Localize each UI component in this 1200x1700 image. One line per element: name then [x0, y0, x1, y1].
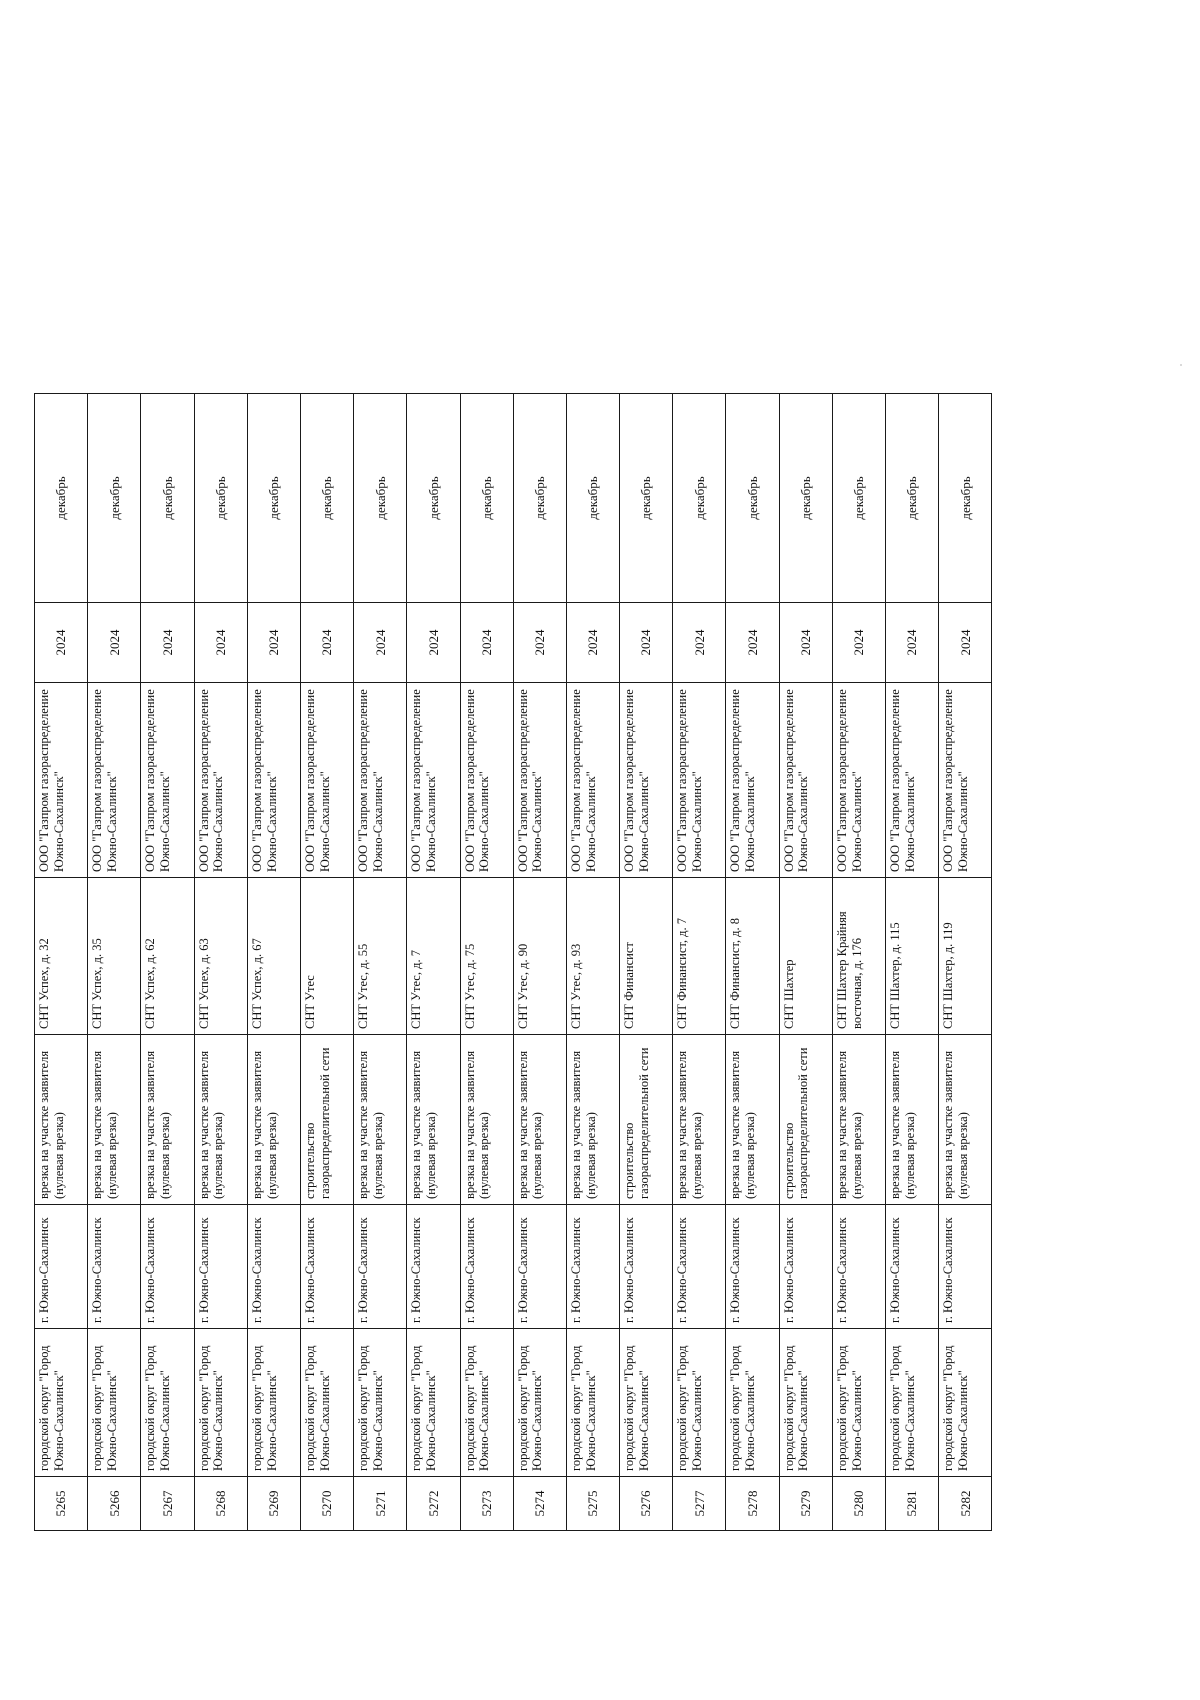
- table-row: [247, 394, 300, 1531]
- table-row: [779, 394, 832, 1531]
- city-cell: г. Южно-Сахалинск: [35, 1205, 88, 1329]
- organization-cell: ООО "Газпром газораспределение Южно-Сахалинск": [886, 683, 939, 878]
- month-cell: декабрь: [35, 394, 88, 603]
- district-cell: городской округ "Город Южно-Сахалинск": [88, 1329, 141, 1477]
- city-cell: г. Южно-Сахалинск: [194, 1205, 247, 1329]
- work-type-cell: врезка на участке заявителя (нулевая врезка): [513, 1035, 566, 1205]
- row-number-cell: 5279: [779, 1477, 832, 1531]
- month-cell: декабрь: [141, 394, 194, 603]
- table-row: [88, 394, 141, 1531]
- month-cell: декабрь: [354, 394, 407, 603]
- address-cell: СНТ Успех, д. 67: [247, 878, 300, 1035]
- organization-cell: ООО "Газпром газораспределение Южно-Сахалинск": [460, 683, 513, 878]
- work-type-cell: строительство газораспределительной сети: [779, 1035, 832, 1205]
- row-number-cell: 5276: [620, 1477, 673, 1531]
- address-cell: СНТ Шахтер, д. 119: [939, 878, 992, 1035]
- table-row: [141, 394, 194, 1531]
- month-cell: декабрь: [247, 394, 300, 603]
- district-cell: городской округ "Город Южно-Сахалинск": [354, 1329, 407, 1477]
- district-cell: городской округ "Город Южно-Сахалинск": [141, 1329, 194, 1477]
- district-cell: городской округ "Город Южно-Сахалинск": [247, 1329, 300, 1477]
- work-type-cell: врезка на участке заявителя (нулевая врезка): [460, 1035, 513, 1205]
- year-cell: 2024: [886, 603, 939, 683]
- work-type-cell: строительство газораспределительной сети: [620, 1035, 673, 1205]
- organization-cell: ООО "Газпром газораспределение Южно-Сахалинск": [779, 683, 832, 878]
- work-type-cell: врезка на участке заявителя (нулевая врезка): [88, 1035, 141, 1205]
- year-cell: 2024: [141, 603, 194, 683]
- work-type-cell: врезка на участке заявителя (нулевая врезка): [832, 1035, 885, 1205]
- month-cell: декабрь: [407, 394, 460, 603]
- district-cell: городской округ "Город Южно-Сахалинск": [779, 1329, 832, 1477]
- district-cell: городской округ "Город Южно-Сахалинск": [832, 1329, 885, 1477]
- city-cell: г. Южно-Сахалинск: [407, 1205, 460, 1329]
- table-row: [407, 394, 460, 1531]
- address-cell: СНТ Успех, д. 63: [194, 878, 247, 1035]
- address-cell: СНТ Шахтер, д. 115: [886, 878, 939, 1035]
- city-cell: г. Южно-Сахалинск: [939, 1205, 992, 1329]
- city-cell: г. Южно-Сахалинск: [620, 1205, 673, 1329]
- year-cell: 2024: [939, 603, 992, 683]
- year-cell: 2024: [247, 603, 300, 683]
- table-row: [726, 394, 779, 1531]
- month-cell: декабрь: [939, 394, 992, 603]
- month-cell: декабрь: [673, 394, 726, 603]
- table-row: [673, 394, 726, 1531]
- work-type-cell: врезка на участке заявителя (нулевая врезка): [194, 1035, 247, 1205]
- organization-cell: ООО "Газпром газораспределение Южно-Сахалинск": [407, 683, 460, 878]
- organization-cell: ООО "Газпром газораспределение Южно-Сахалинск": [354, 683, 407, 878]
- organization-cell: ООО "Газпром газораспределение Южно-Сахалинск": [939, 683, 992, 878]
- year-cell: 2024: [300, 603, 353, 683]
- work-type-cell: врезка на участке заявителя (нулевая врезка): [673, 1035, 726, 1205]
- row-number-cell: 5269: [247, 1477, 300, 1531]
- city-cell: г. Южно-Сахалинск: [247, 1205, 300, 1329]
- row-number-cell: 5273: [460, 1477, 513, 1531]
- row-number-cell: 5275: [566, 1477, 619, 1531]
- year-cell: 2024: [673, 603, 726, 683]
- city-cell: г. Южно-Сахалинск: [460, 1205, 513, 1329]
- year-cell: 2024: [513, 603, 566, 683]
- address-cell: СНТ Утес, д. 7: [407, 878, 460, 1035]
- year-cell: 2024: [832, 603, 885, 683]
- work-type-cell: врезка на участке заявителя (нулевая врезка): [141, 1035, 194, 1205]
- table-row: [939, 394, 992, 1531]
- address-cell: СНТ Финансист, д. 8: [726, 878, 779, 1035]
- table-row: [460, 394, 513, 1531]
- work-type-cell: врезка на участке заявителя (нулевая врезка): [247, 1035, 300, 1205]
- month-cell: декабрь: [460, 394, 513, 603]
- table-row: [35, 394, 88, 1531]
- gasification-schedule-table: [34, 393, 992, 1531]
- organization-cell: ООО "Газпром газораспределение Южно-Сахалинск": [566, 683, 619, 878]
- city-cell: г. Южно-Сахалинск: [886, 1205, 939, 1329]
- address-cell: СНТ Успех, д. 35: [88, 878, 141, 1035]
- organization-cell: ООО "Газпром газораспределение Южно-Сахалинск": [832, 683, 885, 878]
- row-number-cell: 5267: [141, 1477, 194, 1531]
- year-cell: 2024: [407, 603, 460, 683]
- district-cell: городской округ "Город Южно-Сахалинск": [673, 1329, 726, 1477]
- table-row: [513, 394, 566, 1531]
- row-number-cell: 5278: [726, 1477, 779, 1531]
- month-cell: декабрь: [194, 394, 247, 603]
- address-cell: СНТ Утес, д. 55: [354, 878, 407, 1035]
- row-number-cell: 5271: [354, 1477, 407, 1531]
- year-cell: 2024: [88, 603, 141, 683]
- organization-cell: ООО "Газпром газораспределение Южно-Сахалинск": [673, 683, 726, 878]
- work-type-cell: врезка на участке заявителя (нулевая врезка): [566, 1035, 619, 1205]
- month-cell: декабрь: [620, 394, 673, 603]
- year-cell: 2024: [194, 603, 247, 683]
- month-cell: декабрь: [886, 394, 939, 603]
- table-row: [566, 394, 619, 1531]
- work-type-cell: врезка на участке заявителя (нулевая врезка): [886, 1035, 939, 1205]
- month-cell: декабрь: [513, 394, 566, 603]
- row-number-cell: 5277: [673, 1477, 726, 1531]
- address-cell: СНТ Шахтер: [779, 878, 832, 1035]
- district-cell: городской округ "Город Южно-Сахалинск": [194, 1329, 247, 1477]
- month-cell: декабрь: [832, 394, 885, 603]
- organization-cell: ООО "Газпром газораспределение Южно-Сахалинск": [141, 683, 194, 878]
- organization-cell: ООО "Газпром газораспределение Южно-Сахалинск": [300, 683, 353, 878]
- district-cell: городской округ "Город Южно-Сахалинск": [460, 1329, 513, 1477]
- district-cell: городской округ "Город Южно-Сахалинск": [513, 1329, 566, 1477]
- row-number-cell: 5281: [886, 1477, 939, 1531]
- district-cell: городской округ "Город Южно-Сахалинск": [300, 1329, 353, 1477]
- address-cell: СНТ Утес, д. 93: [566, 878, 619, 1035]
- organization-cell: ООО "Газпром газораспределение Южно-Сахалинск": [88, 683, 141, 878]
- year-cell: 2024: [354, 603, 407, 683]
- table-row: [194, 394, 247, 1531]
- city-cell: г. Южно-Сахалинск: [673, 1205, 726, 1329]
- city-cell: г. Южно-Сахалинск: [88, 1205, 141, 1329]
- address-cell: СНТ Шахтер Крайняя восточная, д. 176: [832, 878, 885, 1035]
- organization-cell: ООО "Газпром газораспределение Южно-Сахалинск": [513, 683, 566, 878]
- work-type-cell: врезка на участке заявителя (нулевая врезка): [726, 1035, 779, 1205]
- address-cell: СНТ Успех, д. 62: [141, 878, 194, 1035]
- address-cell: СНТ Успех, д. 32: [35, 878, 88, 1035]
- district-cell: городской округ "Город Южно-Сахалинск": [939, 1329, 992, 1477]
- city-cell: г. Южно-Сахалинск: [726, 1205, 779, 1329]
- city-cell: г. Южно-Сахалинск: [141, 1205, 194, 1329]
- district-cell: городской округ "Город Южно-Сахалинск": [886, 1329, 939, 1477]
- work-type-cell: строительство газораспределительной сети: [300, 1035, 353, 1205]
- district-cell: городской округ "Город Южно-Сахалинск": [620, 1329, 673, 1477]
- city-cell: г. Южно-Сахалинск: [513, 1205, 566, 1329]
- organization-cell: ООО "Газпром газораспределение Южно-Сахалинск": [35, 683, 88, 878]
- rotated-table-wrapper: [34, 394, 992, 1531]
- month-cell: декабрь: [726, 394, 779, 603]
- row-number-cell: 5266: [88, 1477, 141, 1531]
- month-cell: декабрь: [566, 394, 619, 603]
- city-cell: г. Южно-Сахалинск: [300, 1205, 353, 1329]
- work-type-cell: врезка на участке заявителя (нулевая врезка): [354, 1035, 407, 1205]
- year-cell: 2024: [460, 603, 513, 683]
- month-cell: декабрь: [300, 394, 353, 603]
- address-cell: СНТ Утес, д. 75: [460, 878, 513, 1035]
- work-type-cell: врезка на участке заявителя (нулевая врезка): [35, 1035, 88, 1205]
- city-cell: г. Южно-Сахалинск: [354, 1205, 407, 1329]
- year-cell: 2024: [566, 603, 619, 683]
- year-cell: 2024: [35, 603, 88, 683]
- district-cell: городской округ "Город Южно-Сахалинск": [35, 1329, 88, 1477]
- district-cell: городской округ "Город Южно-Сахалинск": [566, 1329, 619, 1477]
- row-number-cell: 5280: [832, 1477, 885, 1531]
- district-cell: городской округ "Город Южно-Сахалинск": [726, 1329, 779, 1477]
- district-cell: городской округ "Город Южно-Сахалинск": [407, 1329, 460, 1477]
- table-row: [300, 394, 353, 1531]
- organization-cell: ООО "Газпром газораспределение Южно-Сахалинск": [620, 683, 673, 878]
- year-cell: 2024: [620, 603, 673, 683]
- city-cell: г. Южно-Сахалинск: [566, 1205, 619, 1329]
- address-cell: СНТ Утес, д. 90: [513, 878, 566, 1035]
- address-cell: СНТ Утес: [300, 878, 353, 1035]
- row-number-cell: 5282: [939, 1477, 992, 1531]
- year-cell: 2024: [726, 603, 779, 683]
- row-number-cell: 5272: [407, 1477, 460, 1531]
- row-number-cell: 5268: [194, 1477, 247, 1531]
- address-cell: СНТ Финансист: [620, 878, 673, 1035]
- organization-cell: ООО "Газпром газораспределение Южно-Сахалинск": [247, 683, 300, 878]
- table-body: [35, 394, 992, 1531]
- organization-cell: ООО "Газпром газораспределение Южно-Сахалинск": [726, 683, 779, 878]
- table-row: [354, 394, 407, 1531]
- scan-speck: [1180, 364, 1182, 366]
- table-row: [620, 394, 673, 1531]
- table-row: [832, 394, 885, 1531]
- row-number-cell: 5274: [513, 1477, 566, 1531]
- work-type-cell: врезка на участке заявителя (нулевая врезка): [939, 1035, 992, 1205]
- row-number-cell: 5270: [300, 1477, 353, 1531]
- row-number-cell: 5265: [35, 1477, 88, 1531]
- work-type-cell: врезка на участке заявителя (нулевая врезка): [407, 1035, 460, 1205]
- city-cell: г. Южно-Сахалинск: [832, 1205, 885, 1329]
- organization-cell: ООО "Газпром газораспределение Южно-Сахалинск": [194, 683, 247, 878]
- month-cell: декабрь: [88, 394, 141, 603]
- month-cell: декабрь: [779, 394, 832, 603]
- city-cell: г. Южно-Сахалинск: [779, 1205, 832, 1329]
- table-row: [886, 394, 939, 1531]
- address-cell: СНТ Финансист, д. 7: [673, 878, 726, 1035]
- year-cell: 2024: [779, 603, 832, 683]
